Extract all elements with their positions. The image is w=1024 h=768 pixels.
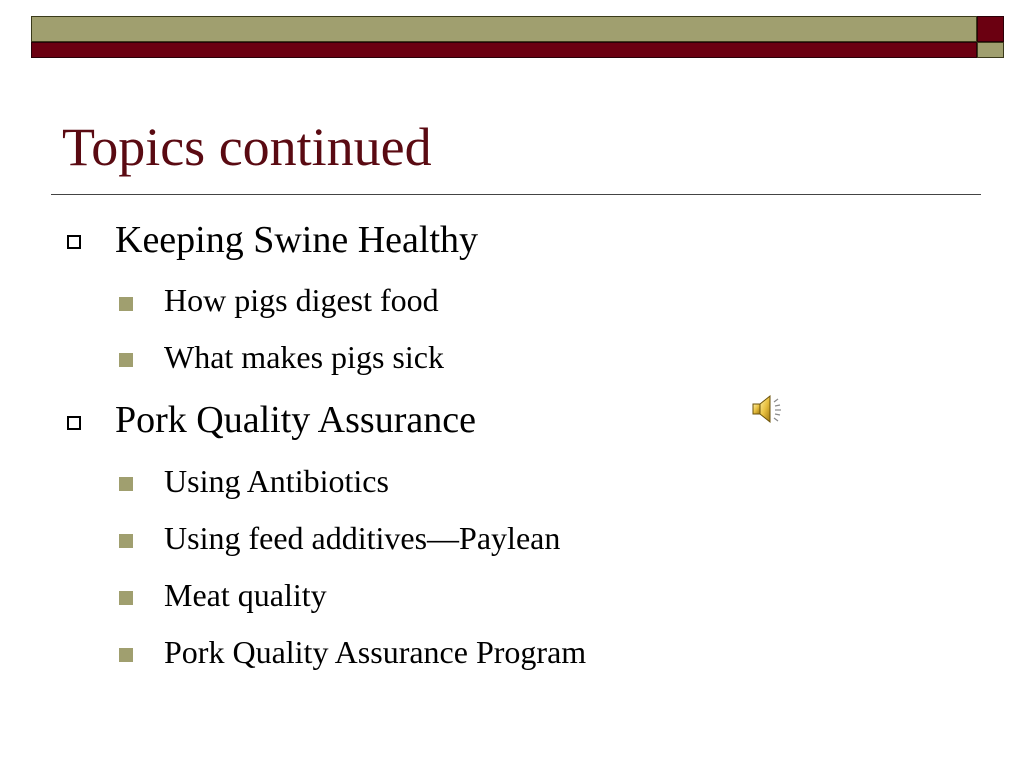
sub-bullet-antibiotics: Using Antibiotics [164, 463, 389, 499]
header-bar-maroon [31, 42, 977, 58]
header-square-maroon [977, 16, 1004, 42]
sub-bullet-digest-food: How pigs digest food [164, 282, 439, 318]
header-square-olive [977, 42, 1004, 58]
bullet-keeping-swine-healthy: Keeping Swine Healthy [115, 219, 479, 261]
sub-bullet-pqa-program: Pork Quality Assurance Program [164, 634, 587, 670]
hollow-square-bullet-icon [67, 235, 81, 249]
sub-bullet-meat-quality: Meat quality [164, 577, 327, 613]
filled-square-bullet-icon [119, 477, 133, 491]
sub-bullet-pigs-sick: What makes pigs sick [164, 339, 444, 375]
title-divider [51, 194, 981, 195]
header-bar-olive [31, 16, 977, 42]
hollow-square-bullet-icon [67, 416, 81, 430]
slide-title: Topics continued [62, 117, 432, 177]
filled-square-bullet-icon [119, 534, 133, 548]
bullet-pork-quality-assurance: Pork Quality Assurance [115, 399, 476, 441]
filled-square-bullet-icon [119, 297, 133, 311]
filled-square-bullet-icon [119, 353, 133, 367]
speaker-icon[interactable] [750, 392, 784, 426]
sub-bullet-feed-additives: Using feed additives—Paylean [164, 520, 561, 556]
filled-square-bullet-icon [119, 591, 133, 605]
filled-square-bullet-icon [119, 648, 133, 662]
